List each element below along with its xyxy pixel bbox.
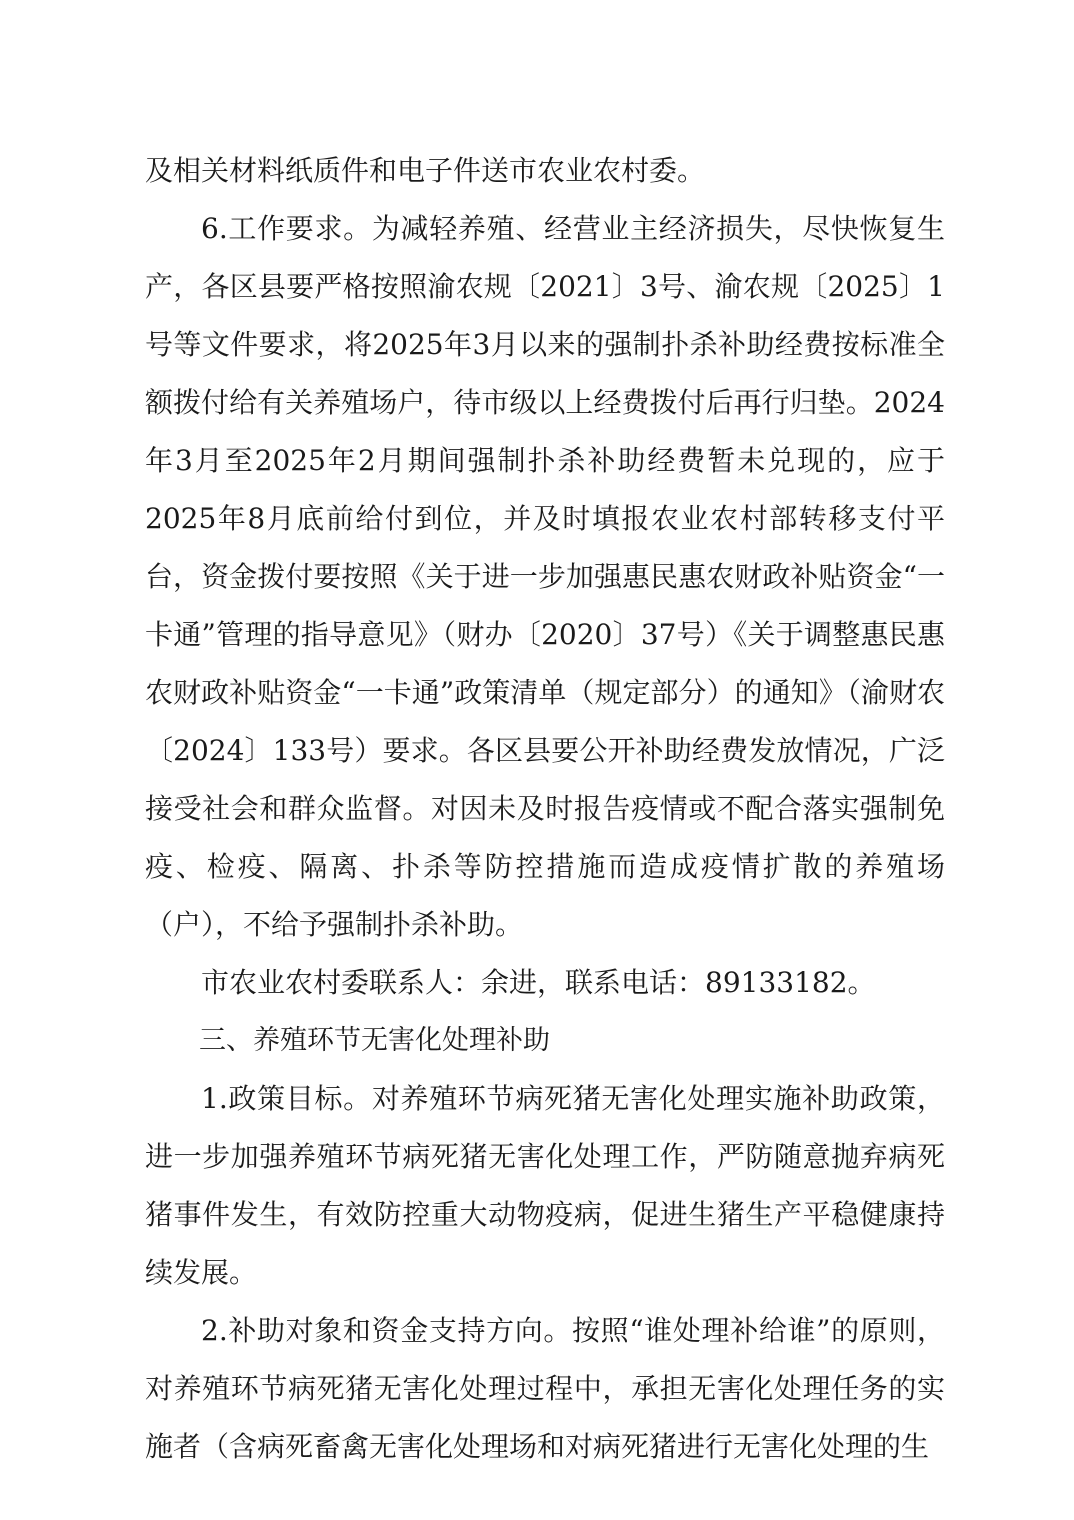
paragraph-subsidy-target: 2.补助对象和资金支持方向。按照“谁处理补给谁”的原则，对养殖环节病死猪无害化处理过程中，承担无害化处理任务的实施者（含病死畜禽无害化处理场和对病死猪进行无害化处理的生 [145, 1314, 945, 1463]
paragraph-policy-goal: 1.政策目标。对养殖环节病死猪无害化处理实施补助政策，进一步加强养殖环节病死猪无害化处理工作，严防随意抛弃病死猪事件发生，有效防控重大动物疫病，促进生猪生产平稳健康持续发展。 [145, 1082, 945, 1289]
paragraph-work-requirements: 6.工作要求。为减轻养殖、经营业主经济损失，尽快恢复生产，各区县要严格按照渝农规〔2021〕3号、渝农规〔2025〕1号等文件要求，将2025年3月以来的强制扑杀补助经费按标准全额拨付给有关养殖场户，待市级以上经费拨付后再行归垫。2024年3月至2025年2月期间强制扑杀补助经费暂未兑现的，应于2025年8月底前给付到位，并及时填报农业农村部转移支付平台，资金拨付要按照《关于进一步加强惠民惠农财政补贴资金“一卡通”管理的指导意见》（财办〔2020〕37号）《关于调整惠民惠农财政补贴资金“一卡通”政策清单（规定部分）的通知》（渝财农〔2024〕133号）要求。各区县要公开补助经费发放情况，广泛接受社会和群众监督。对因未及时报告疫情或不配合落实强制免疫、检疫、隔离、扑杀等防控措施而造成疫情扩散的养殖场（户），不给予强制扑杀补助。 [145, 212, 945, 941]
paragraph-contact-info: 市农业农村委联系人：余进，联系电话：89133182。 [201, 966, 876, 999]
section-heading-harmless-treatment: 三、养殖环节无害化处理补助 [199, 1025, 550, 1056]
document-body [145, 142, 945, 1476]
paragraph-continuation: 及相关材料纸质件和电子件送市农业农村委。 [145, 154, 706, 187]
